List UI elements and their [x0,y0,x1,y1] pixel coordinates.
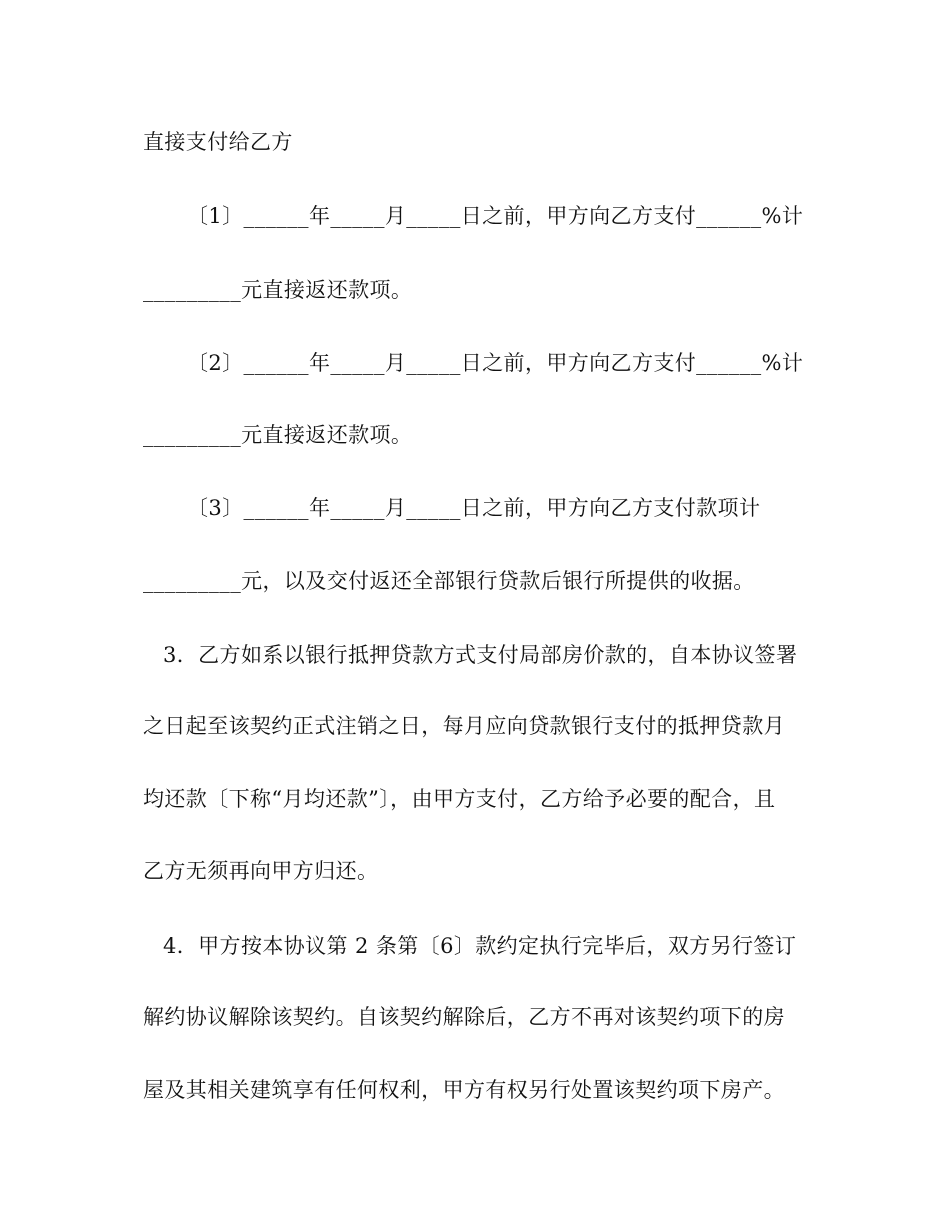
text-line: 乙方无须再向甲方归还。 [143,859,379,883]
text-line: _________元直接返还款项。 [143,423,413,447]
text-line: _________元直接返还款项。 [143,278,413,302]
text-line: 解约协议解除该契约。自该契约解除后，乙方不再对该契约项下的房 [143,1005,785,1029]
text-line: 之日起至该契约正式注销之日，每月应向贷款银行支付的抵押贷款月 [143,714,785,738]
text-line: 均还款〔下称“月均还款”〕，由甲方支付，乙方给予必要的配合，且 [143,787,776,811]
text-line: 3．乙方如系以银行抵押贷款方式支付局部房价款的，自本协议签署 [163,643,798,667]
text-line: 〔1〕______年_____月_____日之前，甲方向乙方支付______%计 [187,204,804,228]
text-line: 〔2〕______年_____月_____日之前，甲方向乙方支付______%计 [187,351,804,375]
text-line: _________元，以及交付返还全部银行贷款后银行所提供的收据。 [143,569,755,593]
text-line: 直接支付给乙方 [143,130,293,154]
text-line: 〔3〕______年_____月_____日之前，甲方向乙方支付款项计 [187,496,761,520]
text-line: 4．甲方按本协议第 2 条第〔6〕款约定执行完毕后，双方另行签订 [163,934,797,958]
text-line: 屋及其相关建筑享有任何权利，甲方有权另行处置该契约项下房产。 [143,1078,785,1102]
